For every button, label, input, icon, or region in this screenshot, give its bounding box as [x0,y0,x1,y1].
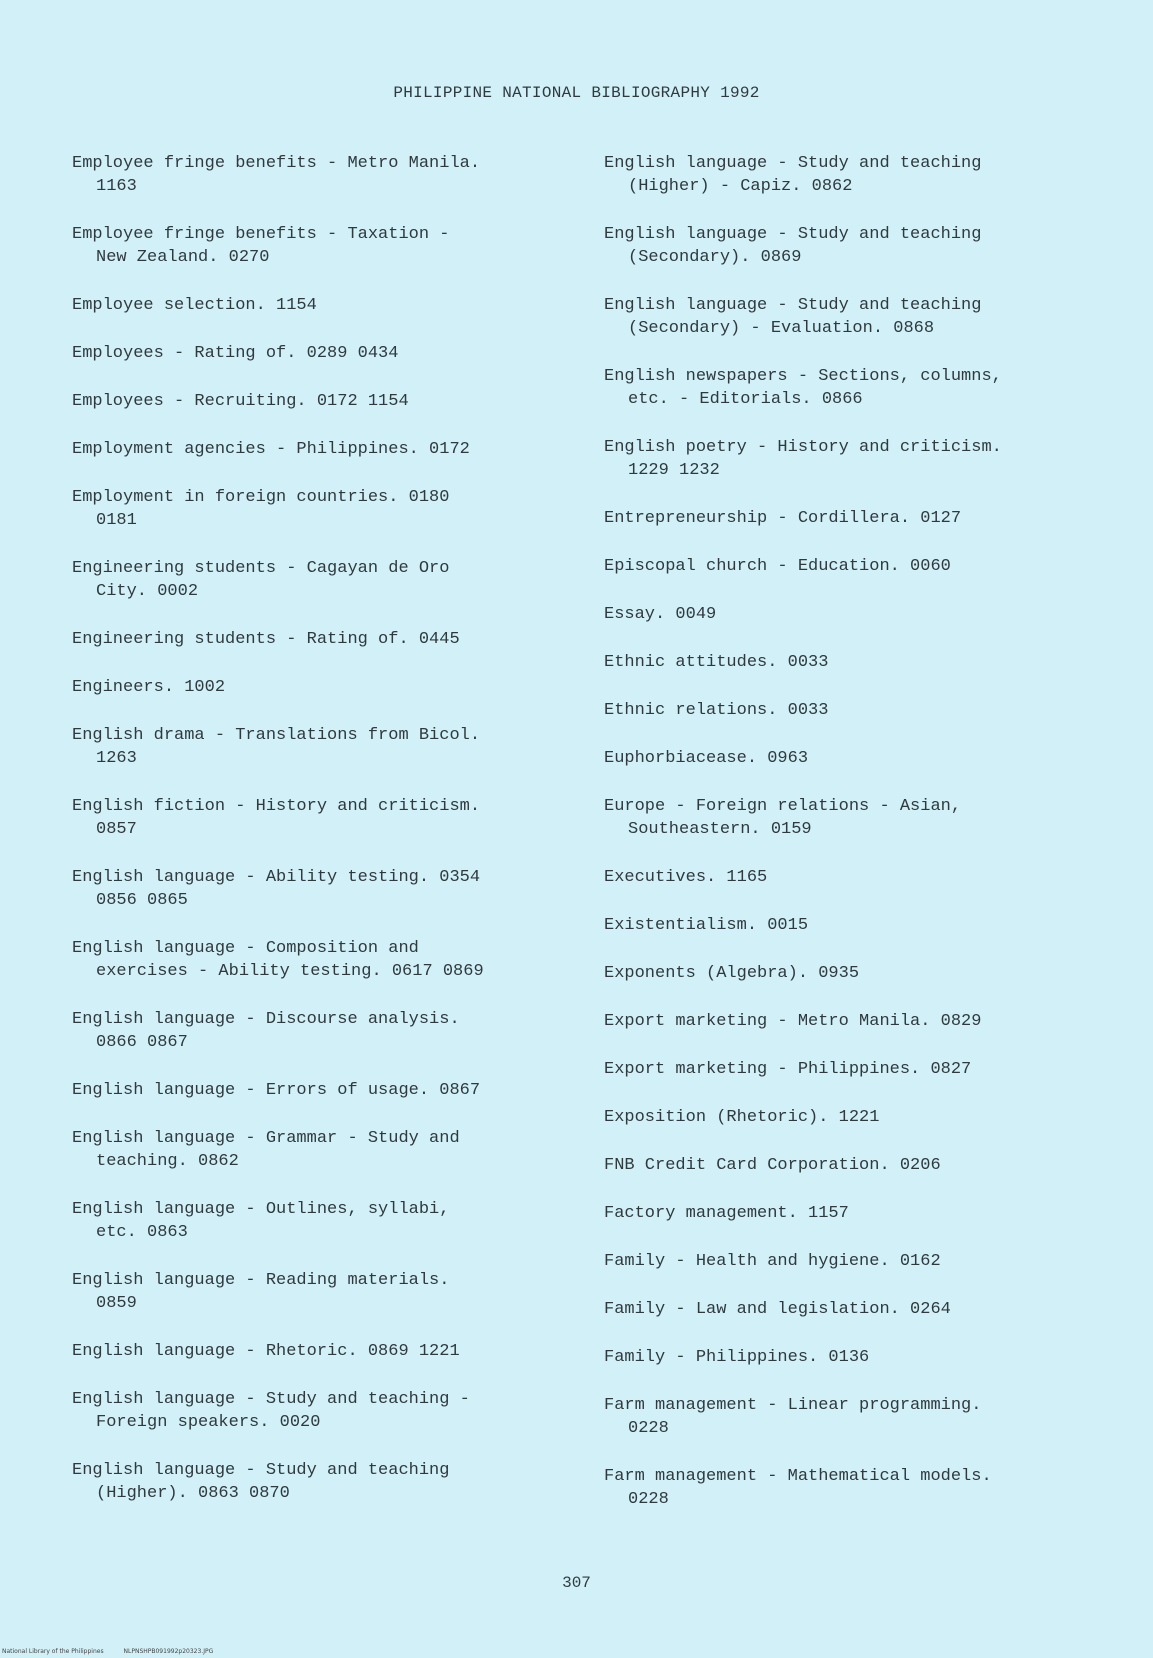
index-entry: Ethnic attitudes. 0033 [604,653,829,672]
index-entry: English fiction - History and criticism. 0857 [72,797,481,839]
index-entry: Entrepreneurship - Cordillera. 0127 [604,509,962,528]
index-entry: Employee fringe benefits - Metro Manila. 1163 [72,154,481,196]
index-entry: Exponents (Algebra). 0935 [604,964,860,983]
index-entry: English poetry - History and criticism. 1229 1232 [604,438,1002,480]
index-entry: Ethnic relations. 0033 [604,701,829,720]
index-entry: Family - Law and legislation. 0264 [604,1300,951,1319]
index-entry: Existentialism. 0015 [604,916,809,935]
index-entry: Employees - Rating of. 0289 0434 [72,344,399,363]
index-entry: Engineering students - Cagayan de Oro City. 0002 [72,559,450,601]
index-entry: Episcopal church - Education. 0060 [604,557,951,576]
index-entry: Employment in foreign countries. 0180 0181 [72,488,450,530]
index-entry: Factory management. 1157 [604,1204,849,1223]
index-entry: Export marketing - Philippines. 0827 [604,1060,972,1079]
index-entry: Engineers. 1002 [72,678,226,697]
right-index-column [604,152,1084,1536]
index-entry: Employee fringe benefits - Taxation - New Zealand. 0270 [72,225,450,267]
left-index-column [72,152,562,1530]
index-entry: English language - Rhetoric. 0869 1221 [72,1342,460,1361]
index-entry: Employee selection. 1154 [72,296,317,315]
index-entry: English language - Study and teaching (Higher) - Capiz. 0862 [604,154,982,196]
index-entry: Executives. 1165 [604,868,768,887]
index-entry: English language - Errors of usage. 0867 [72,1081,481,1100]
index-entry: Essay. 0049 [604,605,717,624]
page-title: PHILIPPINE NATIONAL BIBLIOGRAPHY 1992 [393,84,760,102]
index-entry: English language - Grammar - Study and teaching. 0862 [72,1129,460,1171]
index-entry: English language - Study and teaching (Secondary) - Evaluation. 0868 [604,296,982,338]
index-entry: Exposition (Rhetoric). 1221 [604,1108,880,1127]
page-number: 307 [562,1574,591,1592]
index-entry: English drama - Translations from Bicol. 1263 [72,726,481,768]
footer-library: National Library of the Philippines [2,1648,104,1655]
index-entry: English language - Outlines, syllabi, etc. 0863 [72,1200,450,1242]
index-entry: English language - Study and teaching (Higher). 0863 0870 [72,1461,450,1503]
index-entry: Family - Health and hygiene. 0162 [604,1252,941,1271]
index-entry: Europe - Foreign relations - Asian, Southeastern. 0159 [604,797,962,839]
index-entry: Employment agencies - Philippines. 0172 [72,440,470,459]
index-entry: Export marketing - Metro Manila. 0829 [604,1012,982,1031]
index-entry: Engineering students - Rating of. 0445 [72,630,460,649]
index-entry: Farm management - Linear programming. 0228 [604,1396,982,1438]
index-entry: English language - Study and teaching (Secondary). 0869 [604,225,982,267]
index-entry: Euphorbiacease. 0963 [604,749,809,768]
index-entry: English language - Composition and exercises - Ability testing. 0617 0869 [72,939,484,981]
index-entry: FNB Credit Card Corporation. 0206 [604,1156,941,1175]
index-entry: English newspapers - Sections, columns, etc. - Editorials. 0866 [604,367,1002,409]
index-entry: Family - Philippines. 0136 [604,1348,870,1367]
index-entry: English language - Ability testing. 0354 0856 0865 [72,868,481,910]
footer-file: NLPNSHPB091992p20323.JPG [123,1648,214,1655]
index-entry: English language - Study and teaching - Foreign speakers. 0020 [72,1390,470,1432]
index-entry: Employees - Recruiting. 0172 1154 [72,392,409,411]
scan-footer [2,1648,231,1655]
index-entry: English language - Reading materials. 0859 [72,1271,450,1313]
index-entry: Farm management - Mathematical models. 0228 [604,1467,992,1509]
index-entry: English language - Discourse analysis. 0866 0867 [72,1010,460,1052]
